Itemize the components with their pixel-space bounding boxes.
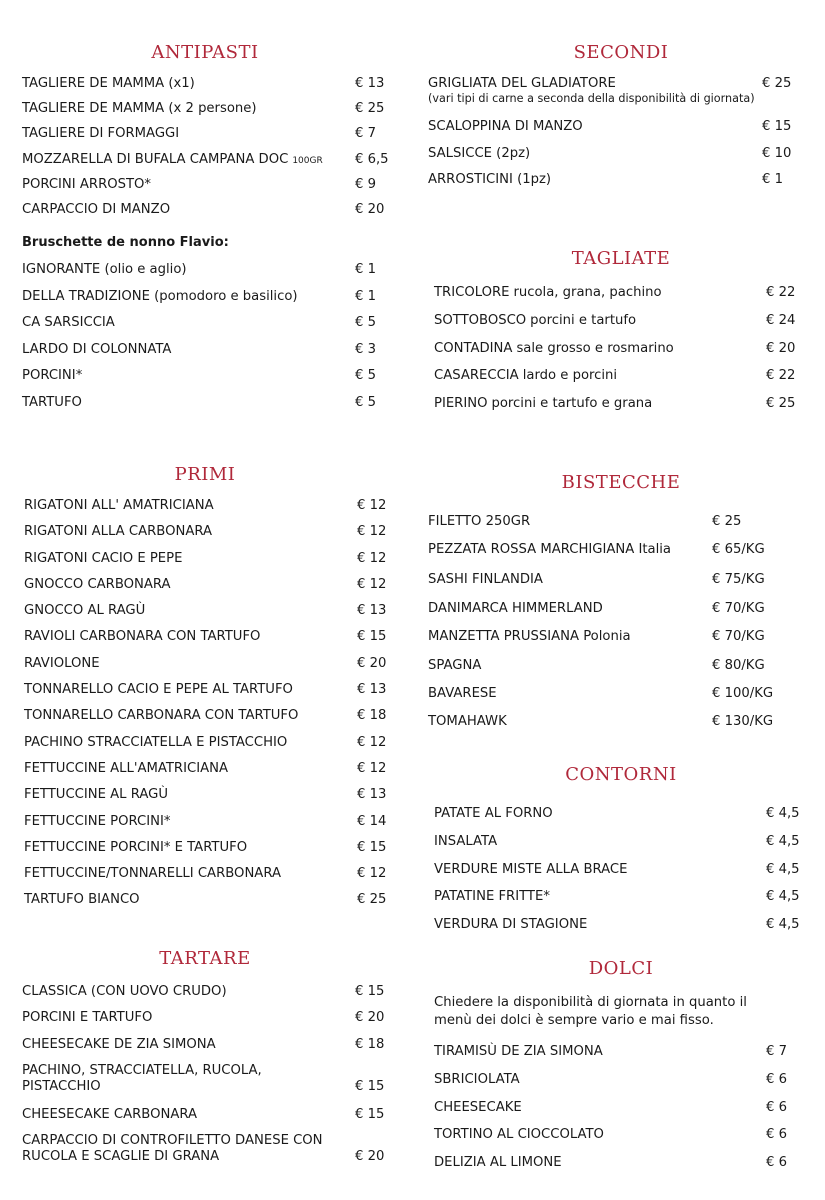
primi-list bbox=[24, 498, 390, 919]
menu-item-name: BAVARESE bbox=[428, 686, 497, 701]
menu-item-name: FETTUCCINE/TONNARELLI CARBONARA bbox=[24, 866, 281, 882]
menu-item-description: rucola, grana, pachino bbox=[513, 285, 662, 300]
menu-item bbox=[22, 1133, 390, 1173]
menu-item bbox=[428, 172, 814, 199]
menu-item bbox=[22, 1010, 390, 1036]
menu-item-price: € 25 bbox=[766, 396, 796, 412]
menu-item bbox=[434, 1100, 814, 1128]
menu-item-price: € 13 bbox=[355, 76, 385, 91]
menu-item-price: € 6 bbox=[766, 1099, 787, 1115]
menu-item-price: € 12 bbox=[357, 866, 387, 882]
menu-item-price: € 13 bbox=[357, 787, 387, 803]
menu-item-price: € 24 bbox=[766, 312, 796, 328]
menu-item bbox=[22, 289, 392, 316]
menu-item bbox=[428, 629, 814, 658]
menu-item-price: € 12 bbox=[357, 576, 387, 592]
menu-item bbox=[24, 656, 390, 682]
menu-item-price: € 80/KG bbox=[712, 658, 765, 673]
menu-item-note: (vari tipi di carne a seconda della disponibilità di giornata) bbox=[428, 92, 755, 105]
menu-item-name: CASARECCIA bbox=[434, 368, 519, 384]
menu-item bbox=[434, 313, 814, 341]
menu-item-name: INSALATA bbox=[434, 833, 498, 849]
tagliate-title: TAGLIATE bbox=[571, 248, 671, 269]
menu-item bbox=[428, 542, 814, 572]
tartare-section bbox=[20, 948, 390, 970]
menu-item-price: € 13 bbox=[357, 682, 387, 698]
menu-item bbox=[24, 577, 390, 603]
menu-item-name: CHEESECAKE bbox=[434, 1099, 522, 1115]
menu-item-name: CLASSICA (CON UOVO CRUDO) bbox=[22, 984, 227, 999]
menu-item-name: RIGATONI ALL' AMATRICIANA bbox=[24, 498, 214, 513]
menu-item-price: € 22 bbox=[766, 285, 796, 300]
menu-item-name: TONNARELLO CARBONARA CON TARTUFO bbox=[24, 708, 299, 724]
menu-item-price: € 4,5 bbox=[766, 889, 800, 905]
dolci-section bbox=[428, 958, 814, 980]
contorni-title: CONTORNI bbox=[565, 764, 677, 785]
menu-item bbox=[24, 603, 390, 629]
menu-item bbox=[22, 315, 392, 342]
menu-item-price: € 20 bbox=[355, 1010, 385, 1026]
menu-item-name: SBRICIOLATA bbox=[434, 1071, 520, 1087]
menu-item-name: CHEESECAKE DE ZIA SIMONA bbox=[22, 1036, 216, 1052]
menu-item-price: € 13 bbox=[357, 603, 387, 619]
menu-item bbox=[24, 840, 390, 866]
menu-item bbox=[428, 601, 814, 629]
menu-item-name: PIERINO bbox=[434, 396, 488, 412]
menu-item bbox=[24, 814, 390, 840]
menu-item-price: € 12 bbox=[357, 760, 387, 776]
menu-item-name: TAGLIERE DE MAMMA (x 2 persone) bbox=[22, 101, 257, 117]
menu-item-name: CHEESECAKE CARBONARA bbox=[22, 1106, 198, 1122]
menu-item-price: € 15 bbox=[355, 984, 385, 999]
menu-item-price: € 25 bbox=[357, 892, 387, 908]
menu-item-name: FETTUCCINE ALL'AMATRICIANA bbox=[24, 760, 228, 776]
menu-item-name: FETTUCCINE AL RAGÙ bbox=[24, 787, 168, 803]
menu-item-name: LARDO DI COLONNATA bbox=[22, 341, 172, 357]
menu-item-price: € 12 bbox=[357, 524, 387, 540]
menu-item bbox=[428, 76, 814, 119]
menu-item bbox=[434, 285, 814, 313]
menu-item-name: MOZZARELLA DI BUFALA CAMPANA DOC bbox=[22, 151, 289, 167]
menu-item bbox=[434, 341, 814, 369]
menu-item bbox=[22, 202, 392, 227]
menu-item-name: RIGATONI ALLA CARBONARA bbox=[24, 524, 213, 540]
menu-item bbox=[22, 368, 392, 395]
menu-item-name: TAGLIERE DE MAMMA (x1) bbox=[22, 76, 195, 91]
menu-item bbox=[24, 735, 390, 761]
menu-item-name: RAVIOLONE bbox=[24, 655, 100, 671]
contorni-section bbox=[428, 764, 814, 786]
menu-item-price: € 9 bbox=[355, 176, 376, 192]
tagliate-section bbox=[428, 248, 814, 270]
menu-item-name-line2: PISTACCHIO bbox=[22, 1078, 101, 1094]
menu-item-name: SCALOPPINA DI MANZO bbox=[428, 119, 583, 134]
menu-item-price: € 15 bbox=[357, 839, 387, 855]
menu-item bbox=[24, 524, 390, 550]
menu-item bbox=[434, 1127, 814, 1155]
menu-item-price: € 70/KG bbox=[712, 601, 765, 616]
menu-item-price: € 1 bbox=[355, 288, 376, 304]
menu-item-price: € 18 bbox=[355, 1036, 385, 1052]
menu-item-name: FILETTO 250GR bbox=[428, 514, 531, 529]
antipasti-section bbox=[20, 42, 390, 64]
menu-item bbox=[22, 101, 392, 126]
menu-item-name: CARPACCIO DI MANZO bbox=[22, 201, 171, 217]
menu-item bbox=[434, 396, 814, 424]
menu-item-price: € 25 bbox=[762, 76, 792, 91]
menu-item bbox=[24, 629, 390, 655]
menu-item bbox=[434, 1072, 814, 1100]
menu-item-name: TARTUFO BIANCO bbox=[24, 892, 140, 908]
secondi-title: SECONDI bbox=[573, 42, 669, 63]
menu-item-price: € 100/KG bbox=[712, 686, 774, 701]
menu-item-price: € 4,5 bbox=[766, 806, 800, 821]
menu-item-price: € 6 bbox=[766, 1155, 787, 1171]
menu-item bbox=[24, 551, 390, 577]
menu-item-price: € 25 bbox=[712, 514, 742, 529]
menu-item-name: FETTUCCINE PORCINI* E TARTUFO bbox=[24, 839, 248, 855]
menu-item-name: DELLA TRADIZIONE (pomodoro e basilico) bbox=[22, 288, 298, 304]
menu-item-price: € 3 bbox=[355, 341, 376, 357]
menu-item-price: € 4,5 bbox=[766, 833, 800, 849]
menu-item-price: € 15 bbox=[355, 1078, 385, 1094]
menu-item-name: TARTUFO bbox=[22, 394, 82, 410]
menu-item bbox=[22, 1107, 390, 1133]
menu-item-description: porcini e tartufo bbox=[530, 312, 637, 328]
menu-item bbox=[434, 1044, 814, 1072]
menu-item bbox=[428, 119, 814, 146]
menu-item-description: porcini e tartufo e grana bbox=[491, 396, 653, 412]
menu-item-name: FETTUCCINE PORCINI* bbox=[24, 813, 171, 829]
menu-item bbox=[428, 714, 814, 742]
menu-item-description: lardo e porcini bbox=[522, 368, 618, 384]
menu-item-name: CONTADINA bbox=[434, 340, 513, 356]
menu-item bbox=[22, 152, 392, 177]
menu-item-name: TIRAMISÙ DE ZIA SIMONA bbox=[434, 1044, 603, 1059]
dolci-intro-line1: Chiedere la disponibilità di giornata in quanto il bbox=[434, 995, 747, 1010]
menu-item-price: € 6,5 bbox=[355, 151, 389, 167]
tartare-list bbox=[22, 984, 390, 1173]
menu-item-price: € 5 bbox=[355, 394, 376, 410]
menu-item-name: CARPACCIO DI CONTROFILETTO DANESE CON bbox=[22, 1133, 323, 1149]
primi-section bbox=[20, 464, 390, 486]
menu-item bbox=[22, 126, 392, 151]
menu-item-price: € 25 bbox=[355, 101, 385, 117]
menu-item-price: € 5 bbox=[355, 315, 376, 331]
bruschette-label: Bruschette de nonno Flavio: bbox=[22, 235, 229, 250]
menu-item-name: PATATINE FRITTE* bbox=[434, 889, 550, 905]
tagliate-list bbox=[434, 285, 814, 424]
menu-item-name: TRICOLORE bbox=[434, 285, 510, 300]
menu-item-name: VERDURE MISTE ALLA BRACE bbox=[434, 861, 628, 877]
dolci-intro-line2: menù dei dolci è sempre vario e mai fisso. bbox=[434, 1013, 714, 1028]
menu-item-price: € 7 bbox=[766, 1044, 787, 1059]
menu-item-description: sale grosso e rosmarino bbox=[516, 340, 674, 356]
menu-item-name: RAVIOLI CARBONARA CON TARTUFO bbox=[24, 629, 261, 645]
menu-item bbox=[428, 514, 814, 542]
dolci-intro bbox=[434, 994, 747, 1030]
bistecche-title: BISTECCHE bbox=[561, 472, 681, 493]
menu-item-name: RIGATONI CACIO E PEPE bbox=[24, 550, 183, 566]
menu-item-name: PORCINI* bbox=[22, 368, 83, 384]
menu-item-price: € 18 bbox=[357, 708, 387, 724]
menu-item bbox=[434, 806, 814, 834]
menu-item-price: € 10 bbox=[762, 145, 792, 161]
menu-item bbox=[434, 834, 814, 862]
menu-item-price: € 65/KG bbox=[712, 542, 765, 557]
menu-item-price: € 70/KG bbox=[712, 629, 765, 644]
menu-item-price: € 5 bbox=[355, 368, 376, 384]
menu-item bbox=[434, 1155, 814, 1183]
menu-item bbox=[22, 1037, 390, 1063]
menu-item-price: € 22 bbox=[766, 368, 796, 384]
menu-item bbox=[428, 658, 814, 686]
menu-item-name: TORTINO AL CIOCCOLATO bbox=[434, 1127, 604, 1143]
menu-item bbox=[24, 708, 390, 734]
bruschette-list bbox=[22, 262, 392, 422]
bistecche-section bbox=[428, 472, 814, 494]
secondi-section bbox=[428, 42, 814, 64]
menu-item bbox=[434, 889, 814, 917]
dolci-title: DOLCI bbox=[588, 958, 654, 979]
menu-item-name: TAGLIERE DI FORMAGGI bbox=[22, 126, 180, 142]
menu-item-name: GRIGLIATA DEL GLADIATORE bbox=[428, 76, 616, 91]
menu-item-price: € 15 bbox=[357, 629, 387, 645]
menu-item-price: € 20 bbox=[766, 340, 796, 356]
menu-item bbox=[22, 342, 392, 369]
menu-item-name: PORCINI ARROSTO* bbox=[22, 176, 152, 192]
menu-item-price: € 7 bbox=[355, 126, 376, 142]
menu-item-price: € 12 bbox=[357, 550, 387, 566]
menu-item-price: € 6 bbox=[766, 1127, 787, 1143]
menu-item bbox=[428, 686, 814, 714]
antipasti-title: ANTIPASTI bbox=[151, 42, 259, 63]
menu-item-price: € 1 bbox=[762, 172, 783, 188]
menu-item-price: € 4,5 bbox=[766, 861, 800, 877]
menu-item-name: SOTTOBOSCO bbox=[434, 312, 527, 328]
menu-item-price: € 4,5 bbox=[766, 917, 800, 933]
menu-item bbox=[22, 1063, 390, 1107]
menu-item-name: ARROSTICINI (1pz) bbox=[428, 172, 552, 188]
primi-title: PRIMI bbox=[174, 464, 236, 485]
menu-item bbox=[434, 917, 814, 945]
menu-item-price: € 20 bbox=[355, 201, 385, 217]
menu-item bbox=[24, 787, 390, 813]
menu-item-price: € 75/KG bbox=[712, 572, 765, 587]
menu-item bbox=[434, 368, 814, 396]
tartare-title: TARTARE bbox=[159, 948, 251, 969]
menu-item bbox=[22, 395, 392, 422]
menu-item-name: PEZZATA ROSSA MARCHIGIANA Italia bbox=[428, 542, 672, 557]
menu-item-weight-note: 100GR bbox=[292, 155, 323, 166]
menu-item bbox=[24, 682, 390, 708]
menu-item-name: PACHINO, STRACCIATELLA, RUCOLA, bbox=[22, 1062, 262, 1078]
antipasti-list bbox=[22, 76, 392, 227]
menu-item-price: € 12 bbox=[357, 498, 387, 513]
menu-item-name: TOMAHAWK bbox=[428, 714, 507, 729]
menu-item-price: € 130/KG bbox=[712, 714, 774, 729]
menu-item bbox=[22, 262, 392, 289]
menu-item bbox=[24, 761, 390, 787]
menu-item-price: € 14 bbox=[357, 813, 387, 829]
menu-item-name: SALSICCE (2pz) bbox=[428, 145, 531, 161]
menu-item bbox=[22, 177, 392, 202]
menu-item bbox=[24, 498, 390, 524]
menu-item-price: € 12 bbox=[357, 734, 387, 750]
menu-item-name: PATATE AL FORNO bbox=[434, 806, 553, 821]
menu-item-name: TONNARELLO CACIO E PEPE AL TARTUFO bbox=[24, 682, 293, 698]
menu-item-name: MANZETTA PRUSSIANA Polonia bbox=[428, 629, 631, 644]
dolci-list bbox=[434, 1044, 814, 1183]
menu-item-price: € 6 bbox=[766, 1071, 787, 1087]
menu-item bbox=[434, 862, 814, 890]
menu-item bbox=[428, 572, 814, 601]
menu-item bbox=[22, 76, 392, 101]
menu-item-name: GNOCCO CARBONARA bbox=[24, 576, 171, 592]
menu-item-name-line2: RUCOLA E SCAGLIE DI GRANA bbox=[22, 1149, 220, 1165]
menu-item-price: € 20 bbox=[355, 1149, 385, 1165]
menu-item-name: DANIMARCA HIMMERLAND bbox=[428, 601, 603, 616]
menu-item bbox=[24, 892, 390, 918]
menu-item-price: € 20 bbox=[357, 655, 387, 671]
menu-item-name: IGNORANTE (olio e aglio) bbox=[22, 262, 187, 277]
menu-item-name: GNOCCO AL RAGÙ bbox=[24, 603, 146, 619]
menu-item-price: € 15 bbox=[762, 119, 792, 134]
menu-item-name: PORCINI E TARTUFO bbox=[22, 1010, 153, 1026]
bistecche-list bbox=[428, 514, 814, 742]
secondi-list bbox=[428, 76, 814, 199]
menu-item bbox=[22, 984, 390, 1010]
menu-item-name: SASHI FINLANDIA bbox=[428, 572, 543, 587]
menu-item-name: DELIZIA AL LIMONE bbox=[434, 1155, 562, 1171]
menu-item-name: CA SARSICCIA bbox=[22, 315, 115, 331]
menu-item bbox=[24, 866, 390, 892]
menu-item-price: € 15 bbox=[355, 1106, 385, 1122]
contorni-list bbox=[434, 806, 814, 945]
menu-item bbox=[428, 146, 814, 173]
menu-item-price: € 1 bbox=[355, 262, 376, 277]
menu-item-name: PACHINO STRACCIATELLA E PISTACCHIO bbox=[24, 734, 288, 750]
menu-item-name: SPAGNA bbox=[428, 658, 482, 673]
menu-item-name: VERDURA DI STAGIONE bbox=[434, 917, 588, 933]
